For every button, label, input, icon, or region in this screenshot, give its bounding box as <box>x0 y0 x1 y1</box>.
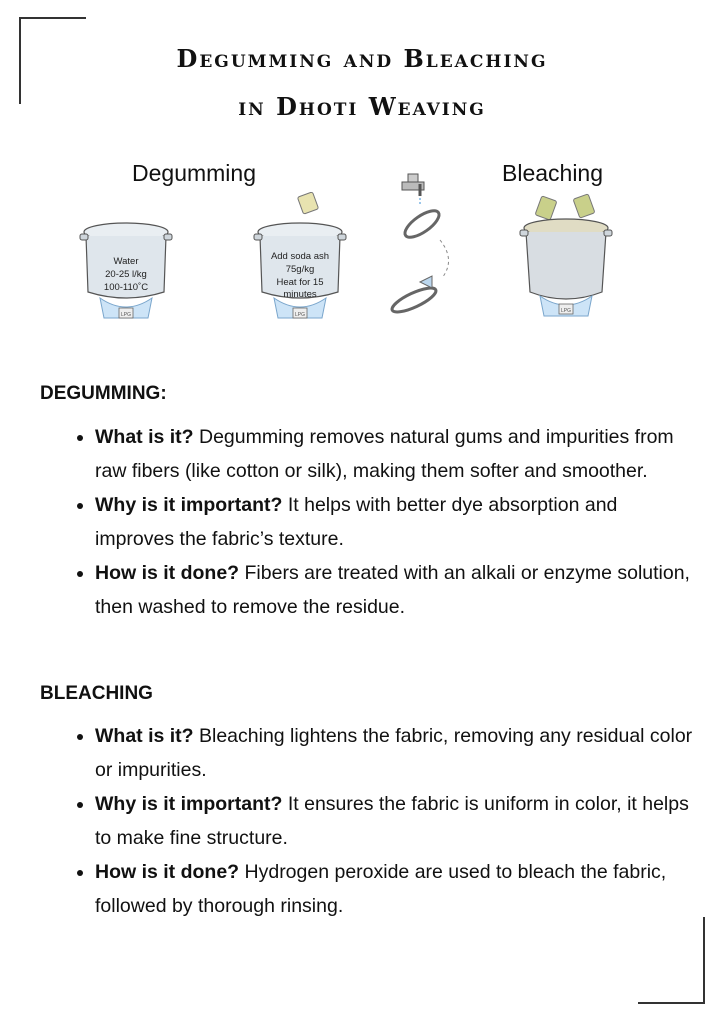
pot3-burner-label: LPG <box>560 308 572 314</box>
list-item <box>95 787 695 855</box>
corner-decoration-bottom-right <box>638 917 705 1004</box>
pot-icon <box>520 219 612 316</box>
water-tap-icon <box>402 174 424 206</box>
question-text: Why is it important? <box>95 793 283 815</box>
bleaching-pot-illustration <box>518 192 614 328</box>
bleaching-list <box>75 719 695 923</box>
answer-text: Hydrogen peroxide are used to bleach the fabric, followed by thorough rinsing. <box>95 861 667 917</box>
question-text: How is it done? <box>95 861 240 883</box>
list-item <box>95 488 695 556</box>
pot2-burner-label: LPG <box>294 312 306 318</box>
list-item <box>95 556 695 624</box>
degumming-list <box>75 420 695 624</box>
page-title-line-2: in Dhoti Weaving <box>238 92 486 121</box>
pot2-line-4: minutes <box>283 289 317 300</box>
pot1-burner-label: LPG <box>120 312 132 318</box>
question-text: How is it done? <box>95 562 240 584</box>
fabric-loop-icon <box>389 206 448 317</box>
section-heading-bleaching: BLEACHING <box>40 683 153 704</box>
pot1-line-3: 100-110˚C <box>103 282 149 293</box>
label-bleaching: Bleaching <box>502 160 604 186</box>
section-heading-degumming: DEGUMMING: <box>40 383 167 404</box>
question-text: What is it? <box>95 725 194 747</box>
washing-illustration <box>384 170 464 330</box>
answer-text: It helps with better dye absorption and improves the fabric’s texture. <box>95 494 618 550</box>
list-item <box>95 420 695 488</box>
pot1-line-2: 20-25 l/kg <box>105 269 147 280</box>
pot2-line-3: Heat for 15 <box>276 277 324 288</box>
question-text: Why is it important? <box>95 494 283 516</box>
answer-text: Degumming removes natural gums and impurities from raw fibers (like cotton or silk), making them softer and smoother. <box>95 426 674 482</box>
list-item <box>95 855 695 923</box>
label-degumming: Degumming <box>132 160 256 186</box>
pot-water-illustration <box>78 218 174 330</box>
pot-soda-ash-illustration <box>252 192 348 328</box>
pot1-line-1: Water <box>113 256 139 267</box>
pot2-line-1: Add soda ash <box>270 251 330 262</box>
answer-text: Bleaching lightens the fabric, removing any residual color or impurities. <box>95 725 693 781</box>
answer-text: It ensures the fabric is uniform in color, it helps to make fine structure. <box>95 793 689 849</box>
answer-text: Fibers are treated with an alkali or enzyme solution, then washed to remove the residue. <box>95 562 690 618</box>
soda-ash-packet-icon <box>297 192 318 214</box>
pot2-line-2: 75g/kg <box>285 264 315 275</box>
bleach-bottle-icon <box>535 194 595 220</box>
list-item <box>95 719 695 787</box>
page-title-line-1: Degumming and Bleaching <box>176 44 548 73</box>
question-text: What is it? <box>95 426 194 448</box>
